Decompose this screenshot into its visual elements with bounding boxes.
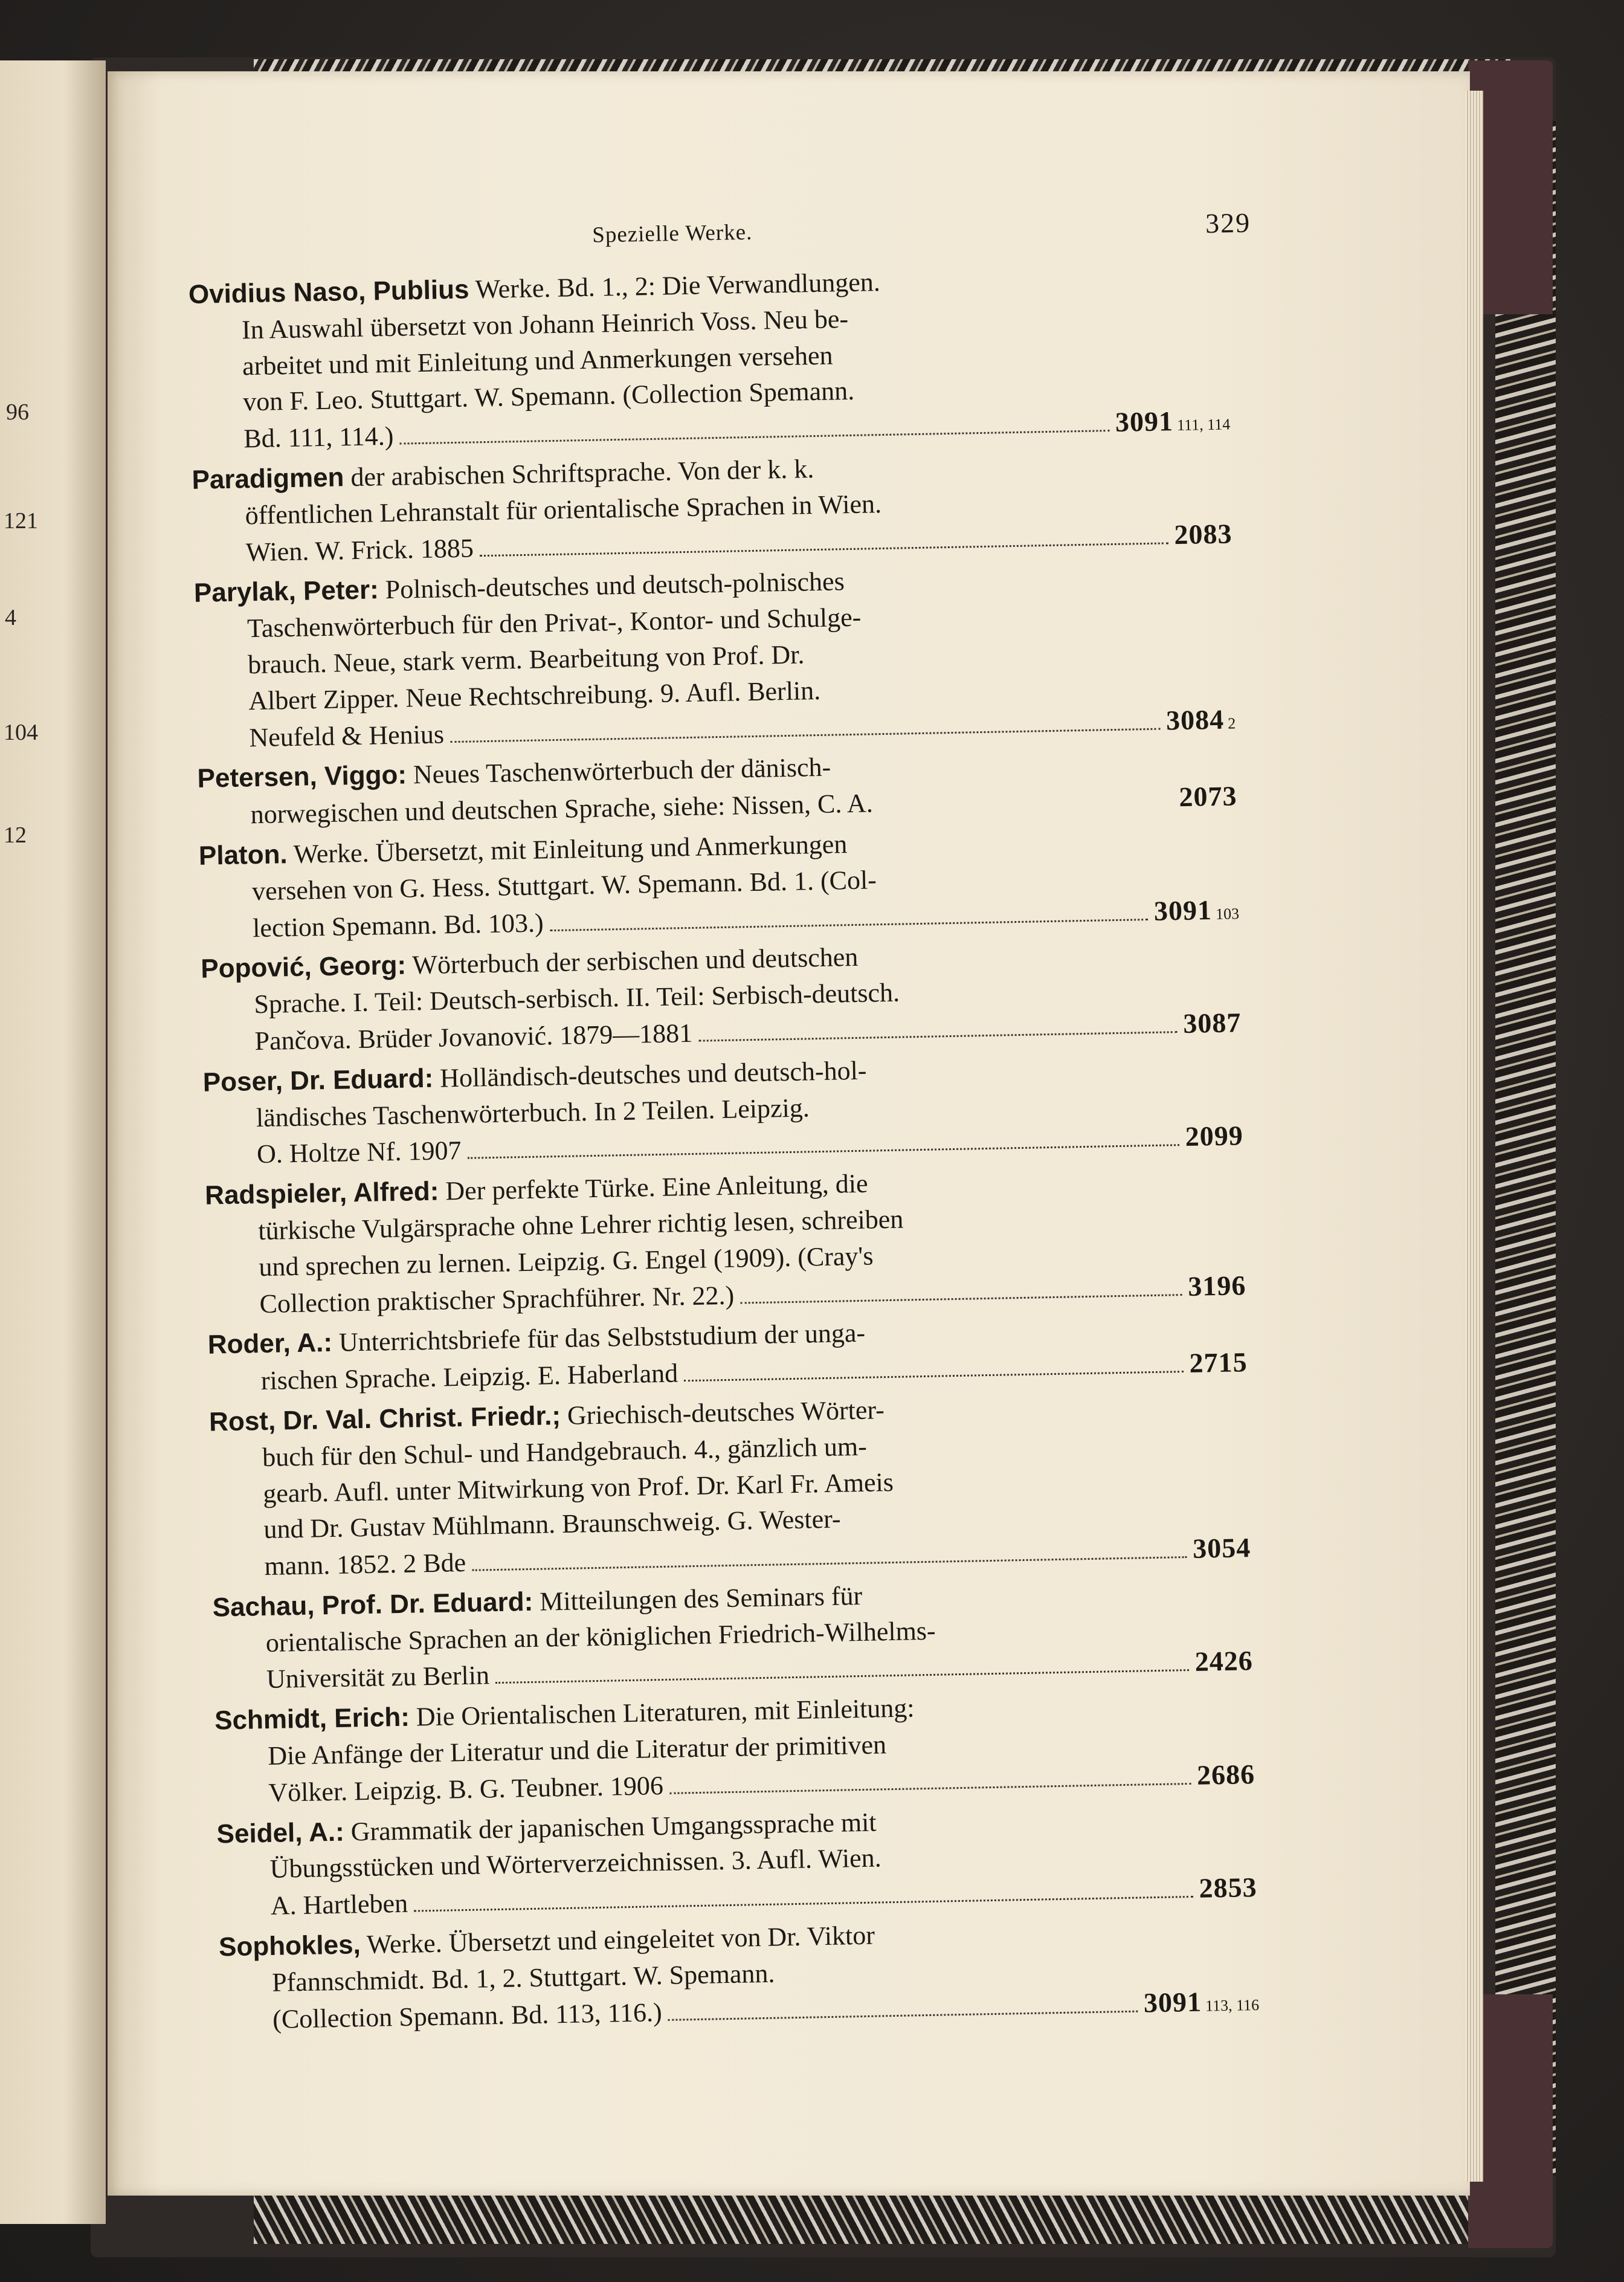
marbled-cover-right xyxy=(1495,121,1556,2176)
bibliography-entry xyxy=(219,1910,1260,2038)
catalog-number-value: 3087 xyxy=(1182,1007,1242,1039)
dot-leader xyxy=(668,2010,1138,2020)
entry-text: A. Hartleben xyxy=(270,1889,408,1921)
entry-text: ländisches Taschenwörterbuch. In 2 Teilen. Leipzig. xyxy=(256,1092,810,1133)
entry-author: Platon. xyxy=(198,839,288,871)
catalog-number xyxy=(1179,778,1237,815)
entry-text: (Collection Spemann. Bd. 113, 116.) xyxy=(272,1997,663,2034)
left-fragment: 4 xyxy=(5,605,16,630)
running-title: Spezielle Werke. xyxy=(591,219,753,248)
entry-author: Schmidt, Erich: xyxy=(214,1702,410,1736)
bibliography-entry xyxy=(197,742,1237,833)
entry-text: Mitteilungen des Seminars für xyxy=(539,1580,863,1617)
page-edges xyxy=(1465,91,1483,2182)
left-fragment: 12 xyxy=(4,823,27,848)
entry-text: Werke. Übersetzt und eingeleitet von Dr. Viktor xyxy=(366,1920,875,1960)
catalog-number xyxy=(1197,1756,1255,1794)
bibliography-entry xyxy=(192,443,1232,570)
dot-leader xyxy=(414,1896,1193,1912)
entry-author: Parylak, Peter: xyxy=(193,575,379,609)
entry-text: Pančova. Brüder Jovanović. 1879—1881 xyxy=(254,1018,693,1056)
entry-text: Collection praktischer Sprachführer. Nr. 22.) xyxy=(259,1280,735,1319)
catalog-number-value: 3091 xyxy=(1143,1986,1202,2019)
left-page-edge xyxy=(0,60,106,2224)
dot-leader xyxy=(669,1783,1191,1794)
catalog-number xyxy=(1115,402,1230,445)
entry-text: Holländisch-deutsches und deutsch-hol- xyxy=(439,1055,867,1093)
catalog-number xyxy=(1153,891,1239,933)
dot-leader xyxy=(740,1294,1182,1304)
entry-text: orientalische Sprachen an der königlichen Friedrich-Wilhelms- xyxy=(265,1615,936,1658)
entry-text: und sprechen zu lernen. Leipzig. G. Engel (1909). (Cray's xyxy=(259,1241,874,1282)
catalog-number-value: 2073 xyxy=(1179,780,1237,813)
catalog-number xyxy=(1166,701,1236,743)
entry-text: Neues Taschenwörterbuch der dänisch- xyxy=(413,752,831,790)
entry-text: Universität zu Berlin xyxy=(266,1660,490,1695)
entry-text: Übungsstücken und Wörterverzeichnissen. 3. Aufl. Wien. xyxy=(269,1843,882,1884)
entry-text: O. Holtze Nf. 1907 xyxy=(256,1136,462,1169)
dot-leader xyxy=(480,542,1168,557)
catalog-number-value: 3091 xyxy=(1115,406,1174,438)
entry-text: Albert Zipper. Neue Rechtschreibung. 9. Aufl. Berlin. xyxy=(248,675,821,716)
catalog-number-value: 2099 xyxy=(1185,1120,1244,1152)
entry-author: Sachau, Prof. Dr. Eduard: xyxy=(212,1586,533,1623)
entry-author: Ovidius Naso, Publius xyxy=(188,274,469,309)
bibliography-entry xyxy=(202,1046,1243,1173)
catalog-number-value: 3054 xyxy=(1192,1532,1251,1564)
entry-text: Unterrichtsbriefe für das Selbststudium der unga- xyxy=(338,1318,866,1358)
dot-leader xyxy=(495,1670,1189,1684)
entry-text: mann. 1852. 2 Bde xyxy=(264,1548,466,1582)
catalog-number-value: 2083 xyxy=(1174,517,1232,550)
catalog-number xyxy=(1174,516,1232,553)
entry-author: Petersen, Viggo: xyxy=(197,760,407,794)
entry-text: der arabischen Schriftsprache. Von der k. k. xyxy=(350,454,814,493)
bibliography-entry xyxy=(209,1385,1251,1585)
entry-text: norwegischen und deutschen Sprache, siehe: Nissen, C. A. xyxy=(250,788,874,830)
entry-author: Radspieler, Alfred: xyxy=(204,1176,439,1210)
catalog-number xyxy=(1188,1267,1246,1305)
entry-text: Werke. Bd. 1., 2: Die Verwandlungen. xyxy=(475,267,881,305)
catalog-number-value: 2853 xyxy=(1199,1872,1258,1904)
entry-text: öffentlichen Lehranstalt für orientalische Sprachen in Wien. xyxy=(245,488,882,531)
entry-text: buch für den Schul- und Handgebrauch. 4., gänzlich um- xyxy=(262,1431,868,1472)
catalog-number xyxy=(1194,1643,1253,1681)
catalog-number xyxy=(1193,1530,1251,1567)
entry-author: Poser, Dr. Eduard: xyxy=(202,1063,434,1097)
entry-text: versehen von G. Hess. Stuttgart. W. Spemann. Bd. 1. (Col- xyxy=(251,865,877,906)
entry-text: Griechisch-deutsches Wörter- xyxy=(567,1395,885,1430)
entry-text: Pfannschmidt. Bd. 1, 2. Stuttgart. W. Spemann. xyxy=(271,1958,775,1997)
entry-text: Werke. Übersetzt, mit Einleitung und Anmerkungen xyxy=(293,829,848,869)
entry-author: Roder, A.: xyxy=(207,1328,333,1360)
bibliography-entry xyxy=(193,557,1236,756)
catalog-number xyxy=(1199,1869,1257,1907)
bibliography-list xyxy=(188,257,1259,2037)
dot-leader xyxy=(550,919,1148,931)
bibliography-entry xyxy=(188,257,1230,457)
entry-text: Die Anfänge der Literatur und die Literatur der primitiven xyxy=(267,1730,887,1771)
entry-text: Die Orientalischen Literaturen, mit Einleitung: xyxy=(416,1693,915,1732)
bibliography-entry xyxy=(214,1684,1255,1811)
entry-text: arbeitet und mit Einleitung und Anmerkungen versehen xyxy=(242,340,833,381)
entry-author: Rost, Dr. Val. Christ. Friedr.; xyxy=(208,1400,561,1437)
entry-author: Popović, Georg: xyxy=(200,950,407,984)
entry-text: Neufeld & Henius xyxy=(248,719,445,752)
entry-text: Grammatik der japanischen Umgangssprache mit xyxy=(350,1807,877,1847)
bibliography-entry xyxy=(216,1797,1257,1925)
catalog-number xyxy=(1185,1118,1243,1156)
catalog-number-value: 3196 xyxy=(1187,1269,1246,1302)
bibliography-entry xyxy=(212,1571,1253,1698)
catalog-number-value: 2426 xyxy=(1194,1645,1254,1678)
entry-text: gearb. Aufl. unter Mitwirkung von Prof. Dr. Karl Fr. Ameis xyxy=(262,1467,894,1508)
left-fragment: 121 xyxy=(4,508,38,534)
left-fragment: 104 xyxy=(4,720,38,745)
catalog-subnumber: 2 xyxy=(1227,714,1236,732)
entry-text: In Auswahl übersetzt von Johann Heinrich Voss. Neu be- xyxy=(241,303,849,345)
entry-text: Sprache. I. Teil: Deutsch-serbisch. II. Teil: Serbisch-deutsch. xyxy=(254,977,900,1020)
dot-leader xyxy=(472,1556,1187,1571)
left-fragment: 96 xyxy=(6,399,29,425)
entry-text: Wörterbuch der serbischen und deutschen xyxy=(411,942,859,980)
entry-text: türkische Vulgärsprache ohne Lehrer richtig lesen, schreiben xyxy=(257,1204,904,1246)
catalog-number xyxy=(1189,1344,1248,1382)
dot-leader xyxy=(698,1031,1177,1042)
catalog-number-value: 3091 xyxy=(1153,894,1213,926)
entry-text: Völker. Leipzig. B. G. Teubner. 1906 xyxy=(268,1770,664,1808)
entry-text: Taschenwörterbuch für den Privat-, Kontor- und Schulge- xyxy=(246,602,862,644)
catalog-subnumber: 103 xyxy=(1215,904,1240,923)
entry-text: brauch. Neue, stark verm. Bearbeitung von Prof. Dr. xyxy=(247,639,805,680)
entry-text: rischen Sprache. Leipzig. E. Haberland xyxy=(260,1358,678,1396)
catalog-number-value: 2686 xyxy=(1196,1758,1255,1791)
dot-leader xyxy=(450,728,1160,743)
entry-author: Paradigmen xyxy=(192,462,344,495)
bibliography-entry xyxy=(207,1308,1248,1399)
bibliography-entry xyxy=(198,819,1239,946)
entry-text: Polnisch-deutsches und deutsch-polnisches xyxy=(385,566,845,605)
dot-leader xyxy=(468,1144,1179,1159)
catalog-number xyxy=(1143,1983,1259,2025)
entry-text: Der perfekte Türke. Eine Anleitung, die xyxy=(445,1168,868,1206)
dot-leader xyxy=(400,430,1110,445)
entry-text: und Dr. Gustav Mühlmann. Braunschweig. G. Wester- xyxy=(263,1504,842,1545)
bibliography-entry xyxy=(201,933,1242,1060)
catalog-subnumber: 111, 114 xyxy=(1176,415,1231,435)
page-text-block xyxy=(187,207,1260,2037)
catalog-number-value: 3084 xyxy=(1165,703,1225,736)
dot-leader xyxy=(684,1371,1184,1382)
entry-text: von F. Leo. Stuttgart. W. Spemann. (Collection Spemann. xyxy=(242,376,855,417)
entry-text: Wien. W. Frick. 1885 xyxy=(245,532,474,567)
entry-author: Sophokles, xyxy=(218,1930,361,1962)
catalog-subnumber: 113, 116 xyxy=(1205,1996,1260,2015)
entry-text: lection Spemann. Bd. 103.) xyxy=(252,907,544,943)
page-number: 329 xyxy=(1205,207,1251,239)
entry-text: Bd. 111, 114.) xyxy=(243,421,394,454)
entry-author: Seidel, A.: xyxy=(216,1817,345,1849)
catalog-number-value: 2715 xyxy=(1189,1346,1248,1379)
bibliography-entry xyxy=(205,1159,1246,1322)
catalog-number xyxy=(1183,1004,1242,1042)
